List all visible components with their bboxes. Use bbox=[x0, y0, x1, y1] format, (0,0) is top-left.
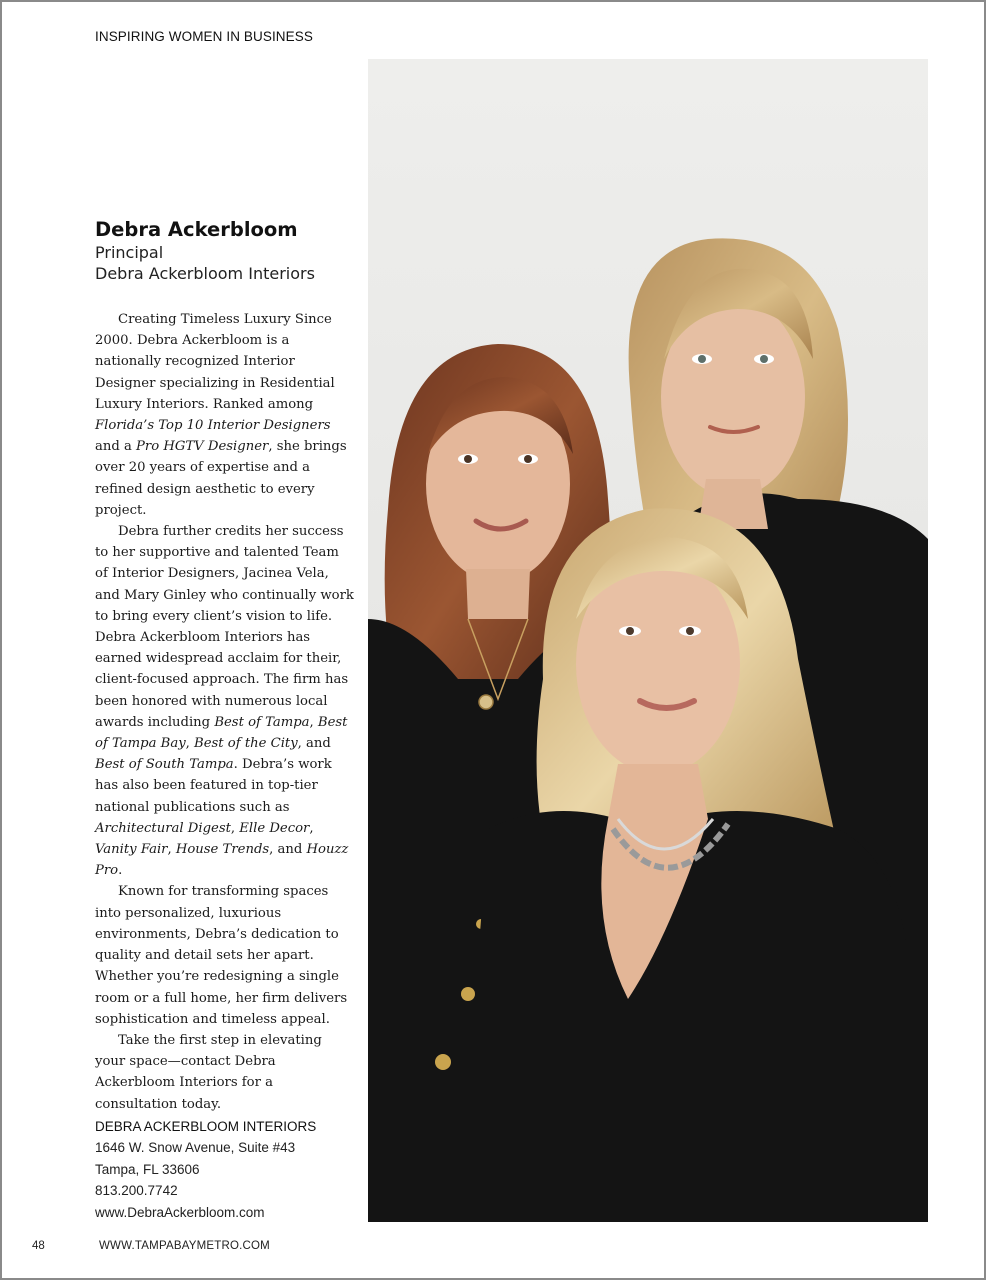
profile-name: Debra Ackerbloom bbox=[95, 218, 298, 241]
contact-company: DEBRA ACKERBLOOM INTERIORS bbox=[95, 1119, 317, 1134]
team-portrait-illustration bbox=[368, 59, 928, 1222]
page-number: 48 bbox=[32, 1240, 45, 1252]
contact-website[interactable]: www.DebraAckerbloom.com bbox=[95, 1204, 265, 1220]
footer-url[interactable]: WWW.TAMPABAYMETRO.COM bbox=[99, 1240, 270, 1252]
profile-column bbox=[95, 218, 355, 1115]
paragraph-1: Creating Timeless Luxury Since 2000. Debra Ackerbloom is a nationally recognized Interior Designer specializing in Residential Luxury Interiors. Ranked among Florida’s Top 10 Interior Designers and a Pro HGTV Designer, she brings over 20 years of expertise and a refined design aesthetic to every project. bbox=[95, 312, 347, 518]
contact-block bbox=[95, 1116, 355, 1223]
article-body bbox=[95, 309, 355, 1115]
contact-city: Tampa, FL 33606 bbox=[95, 1161, 200, 1177]
paragraph-2: Debra further credits her success to her supportive and talented Team of Interior Designers, Jacinea Vela, and Mary Ginley who continually work to bring every client’s vision to life. Debra Ackerbloom Interiors has earned widespread acclaim for their, client-focused approach. The firm has been honored with numerous local awards including Best of Tampa, Best of Tampa Bay, Best of the City, and Best of South Tampa. Debra’s work has also been featured in top-tier national publications such as Architectural Digest, Elle Decor, Vanity Fair, House Trends, and Houzz Pro. bbox=[95, 524, 354, 879]
profile-company: Debra Ackerbloom Interiors bbox=[95, 264, 315, 283]
team-portrait-photo bbox=[368, 59, 928, 1222]
profile-title: Principal bbox=[95, 243, 164, 262]
contact-address: 1646 W. Snow Avenue, Suite #43 bbox=[95, 1140, 296, 1155]
section-label: INSPIRING WOMEN IN BUSINESS bbox=[95, 29, 313, 44]
paragraph-4: Take the first step in elevating your space—contact Debra Ackerbloom Interiors for a consultation today. bbox=[95, 1032, 322, 1112]
paragraph-3: Known for transforming spaces into personalized, luxurious environments, Debra’s dedication to quality and detail sets her apart. Whether you’re redesigning a single room or a full home, her firm delivers sophistication and timeless appeal. bbox=[95, 884, 348, 1027]
contact-phone[interactable]: 813.200.7742 bbox=[95, 1183, 178, 1198]
